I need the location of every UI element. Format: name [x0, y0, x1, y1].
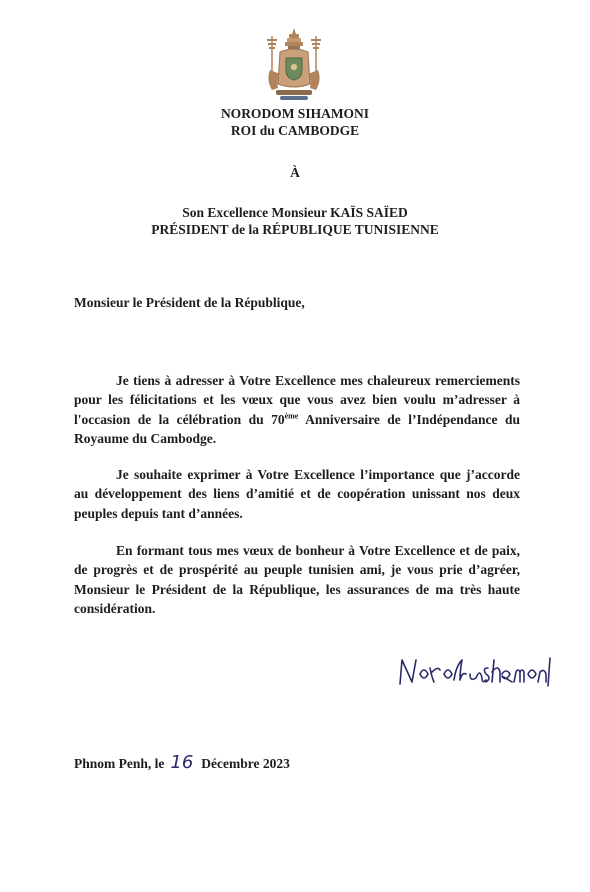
- dateline: [74, 752, 290, 773]
- dateline-place: Phnom Penh, le: [74, 756, 165, 771]
- paragraph-closing: En formant tous mes vœux de bonheur à Votre Excellence et de paix, de progrès et de prospérité au peuple tunisien ami, je vous prie d’agréer, Monsieur le Président de la République, les assurances de ma très haute considération.: [74, 543, 520, 616]
- royal-coat-of-arms-emblem: [258, 26, 330, 106]
- salutation: Monsieur le Président de la République,: [74, 295, 305, 310]
- recipient-title: PRÉSIDENT de la RÉPUBLIQUE TUNISIENNE: [151, 222, 439, 237]
- dateline-month-year: Décembre 2023: [201, 756, 290, 771]
- to-word: À: [290, 165, 300, 180]
- paragraph-cooperation: Je souhaite exprimer à Votre Excellence l’importance que j’accorde au développement des liens d’amitié et de coopération unissant nos deux peuples depuis tant d’années.: [74, 467, 520, 521]
- sender-name: NORODOM SIHAMONI: [220, 106, 370, 121]
- recipient-name: Son Excellence Monsieur KAÏS SAÏED: [182, 205, 408, 220]
- paragraph-thanks-text-end: Anniversaire de l’Indépendance du Royaume du Cambodge.: [74, 411, 520, 446]
- dateline-day-handwritten: 16: [170, 752, 194, 773]
- paragraph-thanks: [74, 371, 520, 448]
- paragraph-thanks-text-start: Je tiens à adresser à Votre Excellence mes chaleureux remerciements pour les félicitations et les vœux que vous avez bien voulu m’adresser à l'occasion de la célébration du 70: [74, 373, 520, 427]
- handwritten-signature: [396, 654, 556, 690]
- sender-title: ROI du CAMBODGE: [230, 123, 360, 138]
- ordinal-superscript: ème: [284, 411, 299, 421]
